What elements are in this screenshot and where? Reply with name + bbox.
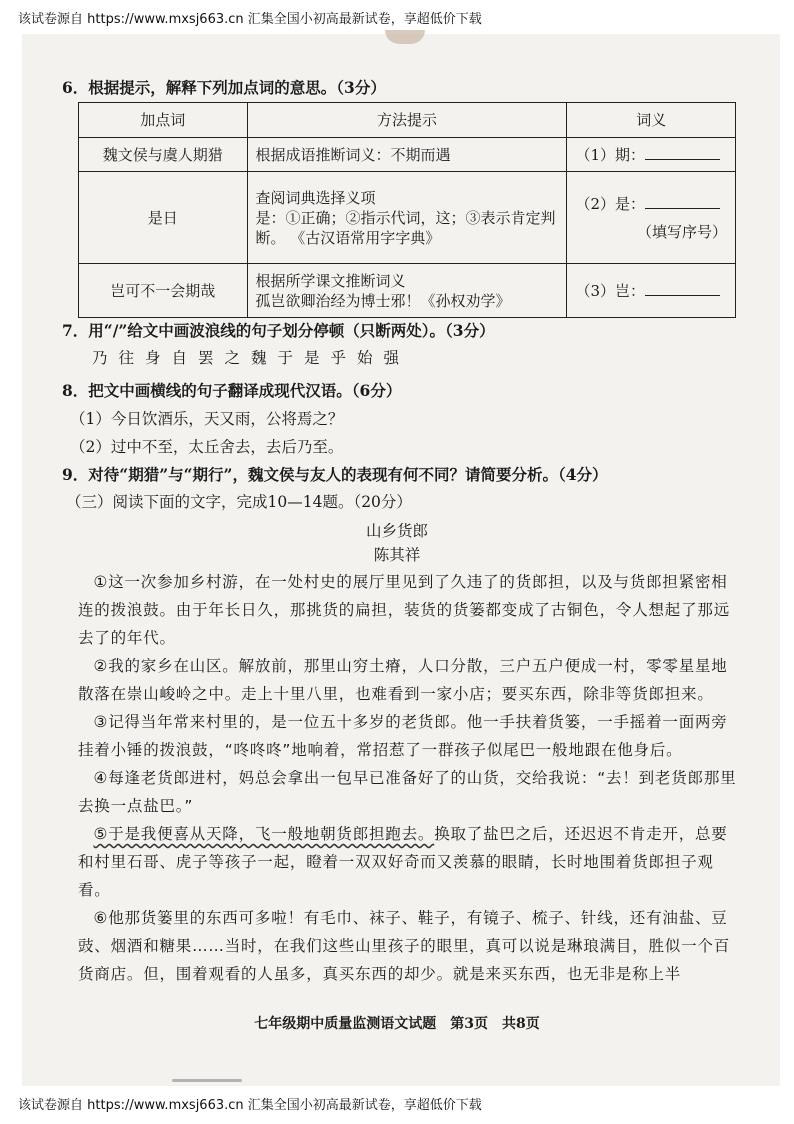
row2-hint-line1: 查阅词典选择义项: [255, 188, 376, 207]
story-paragraph: ⑥他那货篓里的东西可多啦！有毛巾、袜子、鞋子，有镜子、梳子、针线，还有油盐、豆豉、烟酒和糖果……当时，在我们这些山里孩子的眼里，真可以说是琳琅满目，胜似一个百货商店。但，围着观看的人虽多，真买东西的却少。就是来买东西，也无非是称上半: [78, 909, 731, 983]
row2-answer-label: （2）是：: [575, 194, 645, 213]
scan-mark: [172, 1079, 242, 1082]
story-paragraph: ④每逢老货郎进村，妈总会拿出一包早已准备好了的山货，交给我说：“去！到老货郎那里去换一点盐巴。”: [78, 769, 737, 815]
row2-note: （填写序号）: [636, 222, 727, 241]
row2-answer: [567, 172, 736, 264]
row2-word: 是日: [79, 172, 248, 264]
story-paragraph: ①这一次参加乡村游，在一处村史的展厅里见到了久违了的货郎担，以及与货郎担紧密相连的拨浪鼓。由于年长日久，那挑货的扁担，装货的货篓都变成了古铜色，令人想起了那远去了的年代。: [78, 573, 731, 647]
question-8-item-2: （2）过中不至，太丘舍去，去后乃至。: [70, 438, 344, 456]
answer-blank[interactable]: [645, 145, 720, 160]
header-word: 加点词: [79, 103, 248, 138]
vocab-table: [78, 102, 736, 318]
question-6-prompt: 6．根据提示，解释下列加点词的意思。（3分）: [62, 78, 386, 97]
row1-word: 魏文侯与虞人期猎: [79, 138, 248, 172]
question-9-prompt: 9．对待“期猎”与“期行”，魏文侯与友人的表现有何不同？请简要分析。（4分）: [62, 465, 608, 484]
row3-hint-line2: 孤岂欲卿治经为博士邪！《孙权劝学》: [255, 291, 511, 310]
question-7-prompt: 7．用“/”给文中画波浪线的句子划分停顿（只断两处）。（3分）: [62, 321, 495, 340]
question-8-prompt: 8．把文中画横线的句子翻译成现代汉语。（6分）: [62, 381, 402, 400]
row2-hint: [247, 172, 567, 264]
row3-answer: [567, 264, 736, 318]
story-paragraph: ②我的家乡在山区。解放前，那里山穷土瘠，人口分散，三户五户便成一村，零零星星地散落在崇山峻岭之中。走上十里八里，也难看到一家小店；要买东西，除非等货郎担来。: [78, 657, 728, 703]
table-header-row: [79, 103, 736, 138]
header-hint: 方法提示: [247, 103, 567, 138]
row3-hint: [247, 264, 567, 318]
page-footer: 七年级期中质量监测语文试题 第3页 共8页: [254, 1016, 540, 1032]
table-row: [79, 172, 736, 264]
story-paragraph-5: [78, 820, 738, 904]
story-title: 山乡货郎: [365, 522, 428, 540]
row1-answer: [567, 138, 736, 172]
watermark-top: 该试卷源自 https://www.mxsj663.cn 汇集全国小初高最新试卷，享超低价下载: [18, 12, 482, 27]
story-paragraph-5-rest: 换取了盐巴之后，还迟迟不肯走开，总要和村里石哥、虎子等孩子一起，瞪着一双双好奇而又羡慕的眼睛，长时地围着货郎担子观看。: [78, 825, 728, 899]
story-paragraph: ③记得当年常来村里的，是一位五十多岁的老货郎。他一手扶着货篓，一手摇着一面两旁挂着小锤的拨浪鼓，“咚咚咚”地响着，常招惹了一群孩子似尾巴一般地跟在他身后。: [78, 713, 728, 759]
question-8-item-1: （1）今日饮酒乐，天又雨，公将焉之？: [70, 410, 344, 428]
section-3-prompt: （三）阅读下面的文字，完成10—14题。（20分）: [66, 493, 412, 511]
watermark-bottom: 该试卷源自 https://www.mxsj663.cn 汇集全国小初高最新试卷，享超低价下载: [18, 1098, 482, 1113]
row2-hint-line2: 是：①正确；②指示代词，这；③表示肯定判断。 《古汉语常用字字典》: [255, 208, 556, 247]
story-author: 陈其祥: [373, 546, 421, 564]
row3-answer-label: （3）岂：: [575, 281, 645, 300]
story-body: [78, 568, 738, 988]
wavy-underlined-sentence: ⑤于是我便喜从天降，飞一般地朝货郎担跑去。: [93, 825, 435, 843]
table-row: [79, 264, 736, 318]
header-meaning: 词义: [567, 103, 736, 138]
question-7-sentence: 乃往身自罢之魏于是乎始强: [92, 349, 411, 367]
row1-answer-label: （1）期：: [575, 145, 645, 164]
table-row: [79, 138, 736, 172]
answer-blank[interactable]: [645, 194, 720, 209]
row1-hint: 根据成语推断词义：不期而遇: [247, 138, 567, 172]
row3-hint-line1: 根据所学课文推断词义: [255, 271, 406, 290]
row3-word: 岂可不一会期哉: [79, 264, 248, 318]
answer-blank[interactable]: [645, 281, 720, 296]
